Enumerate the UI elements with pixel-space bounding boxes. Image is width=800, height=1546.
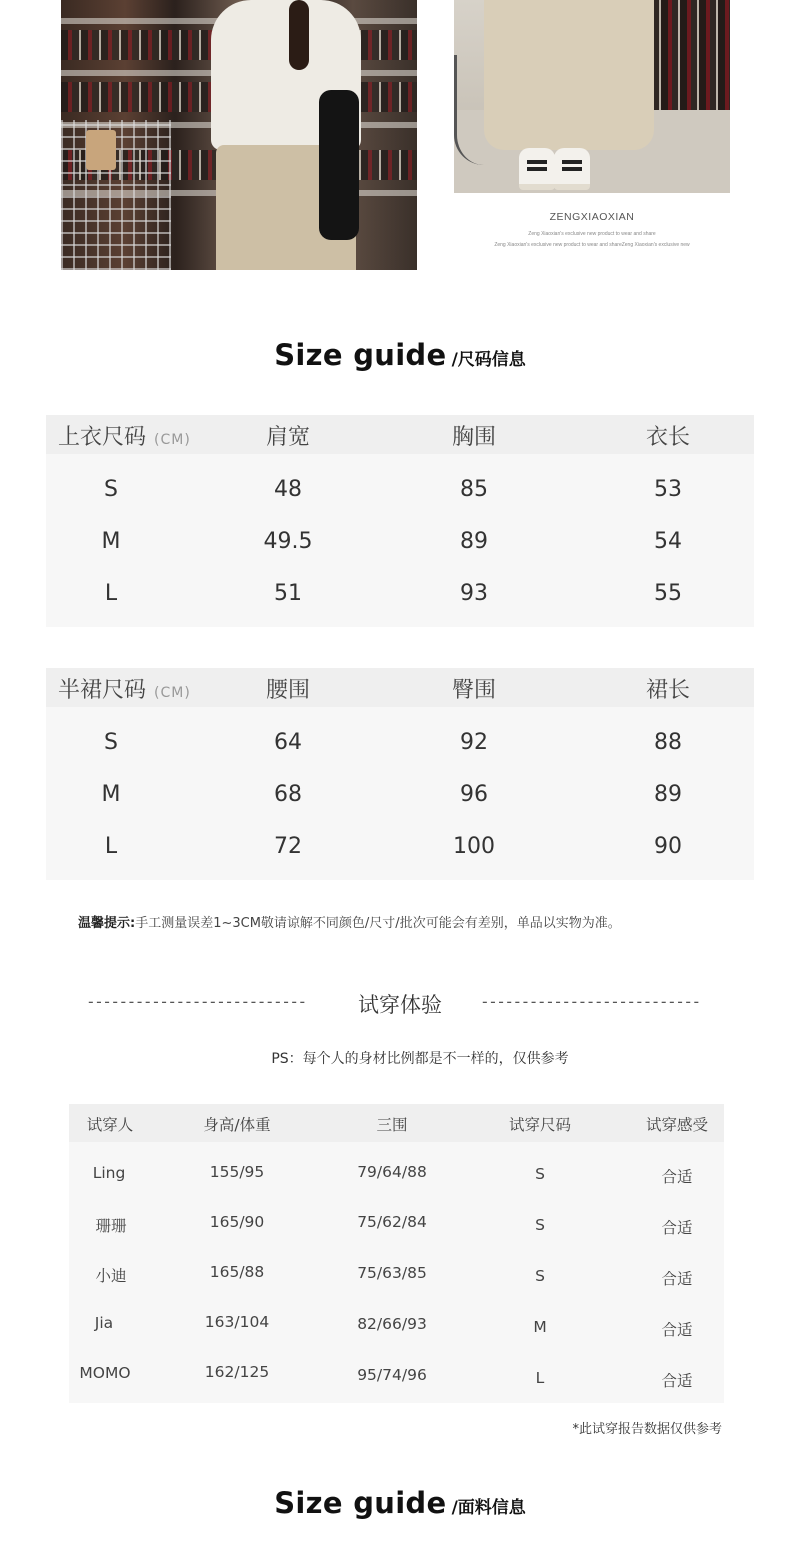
brand-tagline: Zeng Xiaoxian's exclusive new product to wear and share bbox=[528, 231, 656, 237]
table-cell: 49.5 bbox=[263, 529, 313, 554]
table-cell: S bbox=[535, 1267, 545, 1285]
column-header: 身高/体重 bbox=[203, 1116, 271, 1134]
table-cell: 55 bbox=[654, 581, 682, 606]
size-label: M bbox=[101, 529, 121, 554]
size-label: L bbox=[104, 834, 118, 859]
column-header: 试穿尺码 bbox=[508, 1116, 572, 1134]
divider-left: --------------------------- bbox=[86, 992, 306, 1011]
table-cell: S bbox=[535, 1216, 545, 1234]
table-cell: 68 bbox=[274, 782, 302, 807]
tryon-ps-note: PS：每个人的身材比例都是不一样的，仅供参考 bbox=[271, 1051, 569, 1067]
size-label: M bbox=[101, 782, 121, 807]
warm-tip bbox=[78, 912, 621, 931]
table-cell: 92 bbox=[460, 730, 488, 755]
brand-tagline-long: Zeng Xiaoxian's exclusive new product to wear and shareZeng Xiaoxian's exclusive new bbox=[494, 242, 690, 248]
column-header: 臀围 bbox=[451, 678, 497, 703]
size-guide-title: Size guide /尺码信息 bbox=[274, 338, 526, 372]
table-cell: 155/95 bbox=[209, 1163, 265, 1181]
column-header: 肩宽 bbox=[265, 425, 311, 450]
tryon-table bbox=[69, 1104, 724, 1403]
table-cell: 95/74/96 bbox=[357, 1366, 427, 1384]
table-cell: L bbox=[535, 1369, 545, 1387]
column-header: 裙长 bbox=[645, 678, 691, 703]
tryon-title: 试穿体验 bbox=[358, 993, 442, 1017]
column-header: 三围 bbox=[376, 1116, 408, 1134]
table-cell: 162/125 bbox=[204, 1363, 270, 1381]
table-cell: 165/88 bbox=[209, 1263, 265, 1281]
table-cell: 93 bbox=[460, 581, 488, 606]
table-cell: 82/66/93 bbox=[357, 1315, 427, 1333]
table-cell: 72 bbox=[274, 834, 302, 859]
top-size-table bbox=[46, 415, 754, 627]
table-cell: 小迪 bbox=[95, 1267, 127, 1285]
table-cell: 85 bbox=[460, 477, 488, 502]
table-cell: 53 bbox=[654, 477, 682, 502]
table-cell: 79/64/88 bbox=[357, 1163, 427, 1181]
table-cell: 90 bbox=[654, 834, 682, 859]
table-cell: S bbox=[535, 1165, 545, 1183]
model-photo-supermarket bbox=[61, 0, 417, 270]
table-cell: 合适 bbox=[661, 1372, 693, 1390]
tip-text: 手工测量误差1~3CM敬请谅解不同颜色/尺寸/批次可能会有差别，单品以实物为准。 bbox=[135, 916, 621, 931]
tryon-disclaimer: *此试穿报告数据仅供参考 bbox=[572, 1422, 722, 1437]
table-cell: 165/90 bbox=[209, 1213, 265, 1231]
table-title: 半裙尺码 (CM) bbox=[58, 678, 191, 703]
table-cell: M bbox=[533, 1318, 547, 1336]
column-header: 试穿感受 bbox=[645, 1116, 709, 1134]
table-title: 上衣尺码 (CM) bbox=[58, 425, 191, 450]
table-cell: 合适 bbox=[661, 1270, 693, 1288]
table-cell: 163/104 bbox=[204, 1313, 270, 1331]
brand-name: ZENGXIAOXIAN bbox=[549, 211, 635, 223]
table-cell: 48 bbox=[274, 477, 302, 502]
column-header: 试穿人 bbox=[86, 1116, 134, 1134]
table-cell: 100 bbox=[453, 834, 495, 859]
table-cell: 合适 bbox=[661, 1321, 693, 1339]
table-cell: 51 bbox=[274, 581, 302, 606]
divider-right: --------------------------- bbox=[480, 992, 700, 1011]
table-cell: 珊珊 bbox=[95, 1217, 127, 1235]
table-cell: Ling bbox=[92, 1164, 126, 1182]
table-cell: MOMO bbox=[79, 1364, 131, 1382]
table-cell: 75/62/84 bbox=[357, 1213, 427, 1231]
table-cell: 75/63/85 bbox=[357, 1264, 427, 1282]
fabric-guide-title: Size guide /面料信息 bbox=[274, 1486, 526, 1520]
table-cell: Jia bbox=[94, 1314, 114, 1332]
table-cell: 64 bbox=[274, 730, 302, 755]
size-label: S bbox=[104, 730, 118, 755]
table-cell: 96 bbox=[460, 782, 488, 807]
size-label: S bbox=[104, 477, 118, 502]
table-cell: 合适 bbox=[661, 1219, 693, 1237]
table-cell: 88 bbox=[654, 730, 682, 755]
column-header: 胸围 bbox=[451, 425, 497, 450]
table-cell: 89 bbox=[460, 529, 488, 554]
tip-label: 温馨提示: bbox=[78, 916, 136, 931]
column-header: 腰围 bbox=[265, 678, 311, 703]
size-label: L bbox=[104, 581, 118, 606]
column-header: 衣长 bbox=[645, 425, 691, 450]
skirt-size-table bbox=[46, 668, 754, 880]
table-cell: 54 bbox=[654, 529, 682, 554]
table-cell: 89 bbox=[654, 782, 682, 807]
table-cell: 合适 bbox=[661, 1168, 693, 1186]
model-photo-shoes bbox=[454, 0, 730, 193]
